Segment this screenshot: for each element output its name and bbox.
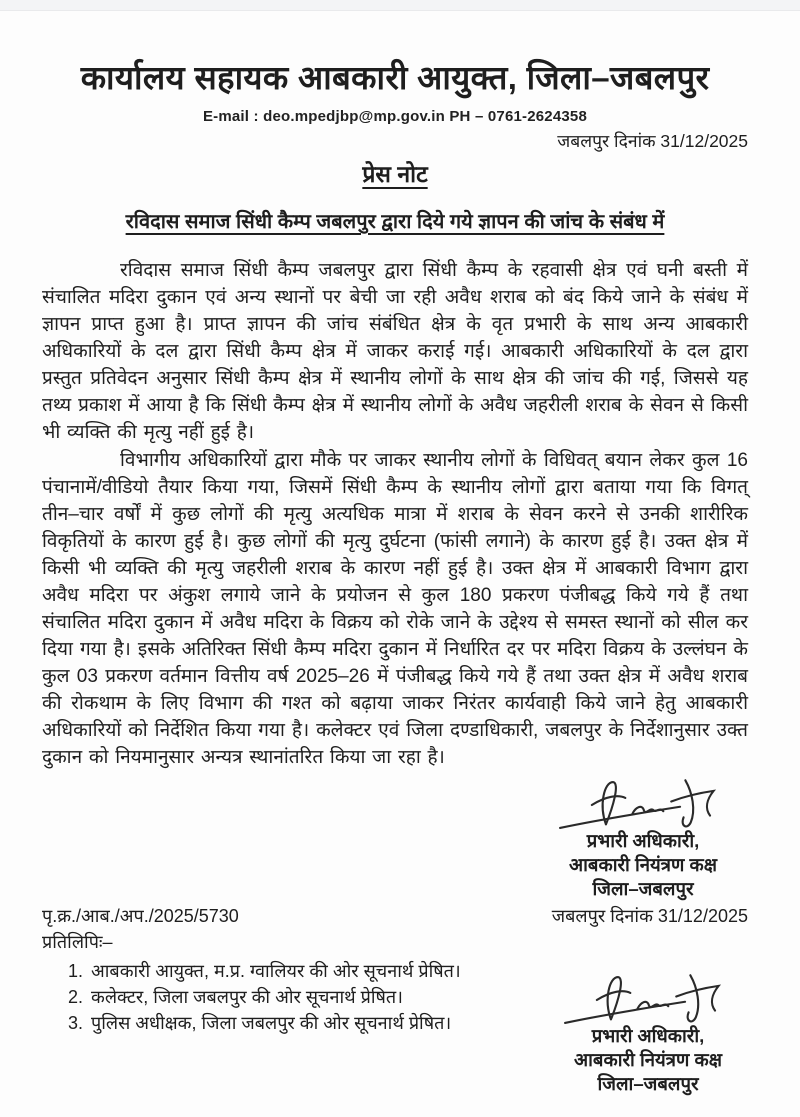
reference-number: पृ.क्र./आब./अप./2025/5730: [42, 906, 239, 926]
handwritten-signature: [553, 970, 743, 1030]
list-item-text: पुलिस अधीक्षक, जिला जबलपुर की ओर सूचनार्थ प्रेषित।: [91, 1013, 452, 1033]
list-item-text: कलेक्टर, जिला जबलपुर की ओर सूचनार्थ प्रेषित।: [91, 987, 404, 1007]
signatory-office: आबकारी नियंत्रण कक्ष: [569, 854, 717, 875]
header-place-date: जबलपुर दिनांक 31/12/2025: [557, 131, 748, 151]
doc-type-heading: [42, 158, 748, 190]
signature-block-top: [518, 775, 768, 901]
doc-type-label: प्रेस नोट: [362, 161, 428, 187]
list-item-text: आबकारी आयुक्त, म.प्र. ग्वालियर की ओर सूचनार्थ प्रेषित।: [91, 961, 461, 981]
copy-recipients-list: [42, 958, 461, 1036]
document-content: [0, 55, 800, 1096]
subject-text: रविदास समाज सिंधी कैम्प जबलपुर द्वारा दिये गये ज्ञापन की जांच के संबंध में: [125, 211, 665, 233]
scan-top-strip: [0, 0, 800, 11]
reference-row: [42, 904, 748, 928]
subject-heading: [42, 208, 748, 236]
signatory-district: जिला–जबलपुर: [597, 1073, 699, 1094]
bottom-section: [42, 954, 748, 1096]
signatory-district: जिला–जबलपुर: [592, 878, 694, 899]
signature-block-bottom: [523, 970, 773, 1096]
office-title: कार्यालय सहायक आबकारी आयुक्त, जिला–जबलपुर: [80, 59, 710, 96]
footer-place-date: जबलपुर दिनांक 31/12/2025: [551, 906, 748, 926]
signatory-office: आबकारी नियंत्रण कक्ष: [574, 1049, 722, 1070]
paragraph-1: रविदास समाज सिंधी कैम्प जबलपुर द्वारा सिंधी कैम्प के रहवासी क्षेत्र एवं घनी बस्ती में संचालित मदिरा दुकान एवं अन्य स्थानों पर बेची जा रही अवैध शराब को बंद किये जाने के संबंध में ज्ञापन प्राप्त हुआ है। प्राप्त ज्ञापन की जांच संबंधित क्षेत्र के वृत प्रभारी के साथ अन्य आबकारी अधिकारियों के दल द्वारा सिंधी कैम्प क्षेत्र में जाकर कराई गई। आबकारी अधिकारियों के दल द्वारा प्रस्तुत प्रतिवेदन अनुसार सिंधी कैम्प क्षेत्र में स्थानीय लोगों के साथ क्षेत्र की जांच की गई, जिससे यह तथ्य प्रकाश में आया है कि सिंधी कैम्प क्षेत्र में स्थानीय लोगों के अवैध जहरीली शराब के सेवन से किसी भी व्यक्ति की मृत्यु नहीं हुई है।: [42, 260, 748, 443]
list-item: [68, 984, 461, 1010]
list-item: [68, 958, 461, 984]
signatory-designation: प्रभारी अधिकारी,: [591, 1025, 705, 1046]
list-item-number: 3.: [68, 1013, 84, 1033]
list-item-number: 1.: [68, 961, 84, 981]
paragraph-2: विभागीय अधिकारियों द्वारा मौके पर जाकर स्थानीय लोगों के विधिवत् बयान लेकर कुल 16 पंचानामें/वीडियो तैयार किया गया, जिसमें सिंधी कैम्प के स्थानीय लोगों द्वारा बताया गया कि विगत् तीन–चार वर्षों में कुछ लोगों की मृत्यु अत्यधिक मात्रा में शराब के सेवन करने से उनकी शारीरिक विकृतियों के कारण हुई है। कुछ लोगों की मृत्यु दुर्घटना (फांसी लगाने) के कारण हुई है। उक्त क्षेत्र में किसी भी व्यक्ति की मृत्यु जहरीली शराब के कारण नहीं हुई है। उक्त क्षेत्र में आबकारी विभाग द्वारा अवैध मदिरा पर अंकुश लगाये जाने के प्रयोजन से कुल 180 प्रकरण पंजीबद्ध किये गये हैं तथा संचालित मदिरा दुकान में अवैध मदिरा के विक्रय को रोके जाने के उद्देश्य से समस्त स्थानों को सील कर दिया गया है। इसके अतिरिक्त सिंधी कैम्प मदिरा दुकान में निर्धारित दर पर मदिरा विक्रय के उल्लंघन के कुल 03 प्रकरण वर्तमान वित्तीय वर्ष 2025–26 में पंजीबद्ध किये गये हैं तथा उक्त क्षेत्र में अवैध शराब की रोकथाम के लिए विभाग की गश्त को बढ़ाया जाकर निरंतर कार्यवाही किये जाने हेतु आबकारी अधिकारियों को निर्देशित किया गया है। कलेक्टर एवं जिला दण्डाधिकारी, जबलपुर के निर्देशानुसार उक्त दुकान को नियमानुसार अन्यत्र स्थानांतरित किया जा रहा है।: [42, 450, 748, 768]
handwritten-signature: [548, 775, 738, 835]
signatory-designation: प्रभारी अधिकारी,: [586, 830, 700, 851]
copy-to-label: प्रतिलिपिः–: [42, 932, 113, 952]
list-item-number: 2.: [68, 987, 84, 1007]
list-item: [68, 1010, 461, 1036]
email-phone-line: E-mail : deo.mpedjbp@mp.gov.in PH – 0761-2624358: [202, 108, 588, 125]
